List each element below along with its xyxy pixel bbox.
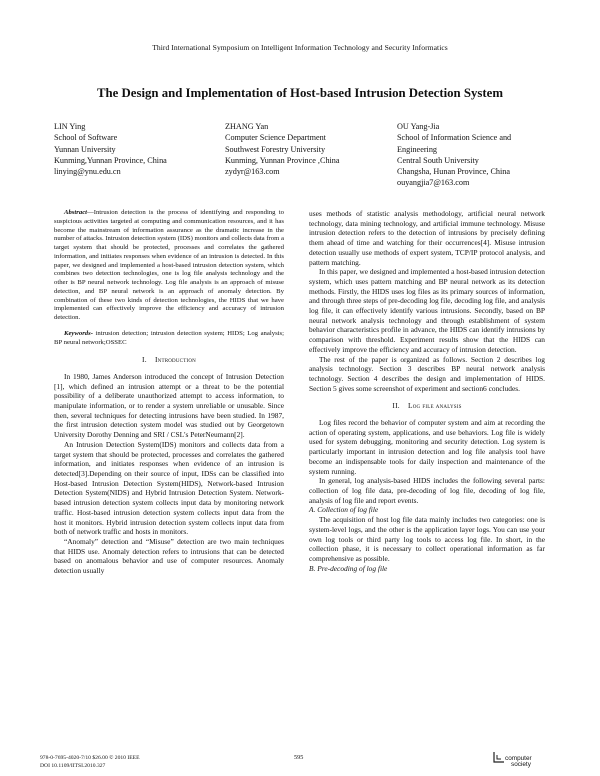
author-affiliation: Yunnan University	[54, 144, 116, 154]
subsection-heading-a: A. Collection of log file	[309, 505, 379, 515]
author-name: ZHANG Yan	[225, 122, 269, 131]
left-column	[54, 209, 284, 576]
section-title: Log file analysis	[407, 401, 462, 411]
author-affiliation: Computer Science Department	[225, 133, 326, 143]
author-affiliation: School of Information Science and	[397, 133, 512, 143]
author-block-3	[397, 121, 511, 189]
logo-text	[505, 756, 532, 769]
intro-paragraph-4: uses methods of statistic analysis methodology, artificial neural network technology, data mining technology, and artificial immune technology. Misuse intrusion detection refers to the detection of intrusions by precisely defining them ahead of time and watching for their occurrences[4]. Misuse intrusion detection usually use methods of expert system, TCP/IP protocol analysis, and pattern matching.	[309, 209, 545, 267]
author-name: OU Yang-Jia	[397, 122, 440, 131]
author-address: Kunming, Yunnan Province ,China	[225, 155, 340, 165]
section-number: II.	[392, 401, 400, 411]
page-number: 595	[294, 754, 304, 761]
subsection-heading-b: B. Pre-decoding of log file	[309, 563, 388, 573]
author-name: LIN Ying	[54, 122, 86, 131]
logo-text-line-1: computer	[505, 755, 532, 762]
paper-title: The Design and Implementation of Host-based Intrusion Detection System	[97, 86, 503, 100]
keywords-text: intrusion detection; intrusion detection system; HIDS; Log analysis; BP neural network;OSSEC	[54, 329, 284, 346]
logo-text-line-2: society	[511, 761, 531, 769]
subsection-a-paragraph: The acquisition of host log file data mainly includes two categories: one is system-level logs, and the other is the application layer logs. You can use your own log tools or third party log tools to access log file. In short, in the collection phase, it is necessary to collect operational information as far comprehensive as possible.	[309, 515, 545, 563]
right-column	[309, 209, 545, 573]
conference-header: Third International Symposium on Intelligent Information Technology and Security Informatics	[152, 43, 448, 52]
logfile-paragraph-2: In general, log analysis-based HIDS includes the following several parts: collection of log file data, pre-decoding of log file, decoding of log file, analysis of log file and report events.	[309, 476, 545, 505]
intro-paragraph-5: In this paper, we designed and implemented a host-based intrusion detection system, which uses pattern matching and BP neural network as its detection methods. Firstly, the HIDS uses log files as its primary sources of information, and through three steps of pre-decoding log file, decoding log file, and analysis log file, it can effectively identify various intrusions. Secondly, based on BP neural network analysis technology and through establishment of system behavior characteristics profile in advance, the HIDS can identify intrusions by comparison with threshold. Experiment results show that the HIDS can effectively improve the efficiency and accuracy of intrusion detection.	[309, 267, 545, 354]
intro-paragraph-6: The rest of the paper is organized as follows. Section 2 describes log analysis technology. Section 3 describes BP neural network analysis technology. Section 4 describes the design and implementation of HIDS. Section 5 gives some screenshot of experiment and section6 concludes.	[309, 354, 545, 393]
abstract	[54, 209, 284, 323]
author-email: zydyr@163.com	[225, 167, 280, 177]
author-block-2	[225, 121, 340, 177]
intro-paragraph-2: An Intrusion Detection System(IDS) monitors and collects data from a target system that should be protected, processes and correlates the gathered information, and initiates responses when evidence of an intrusion is detected[3].Depending on their source of input, IDSs can be classified into Host-based Intrusion Detection System(HIDS), Network-based Intrusion Detection System(NIDS) and Hybrid Intrusion Detection System. Network-based intrusion detection system collects input data by monitoring network traffic. Host-based intrusion detection system collects input data from the host it monitors. Hybrid intrusion detection system collects input data from both of network traffic and hosts in monitors.	[54, 439, 284, 537]
author-affiliation: School of Software	[54, 133, 118, 143]
intro-paragraph-1: In 1980, James Anderson introduced the concept of Intrusion Detection [1], which defined an intrusion attempt or a threat to be the potential possibility of a deliberate unauthorized attempt to access information, to manipulate information, or to render a system unreliable or unusable. Since then, several techniques for detecting intrusions have been studied. In 1987, the first intrusion detection system model was studied out by Georgetown University Dorothy Denning and SRI / CSL's PeterNeumann[2].	[54, 371, 284, 440]
author-block-1	[54, 121, 167, 177]
section-heading-intro	[54, 355, 284, 365]
footer-copyright	[40, 754, 140, 770]
author-affiliation: Engineering	[397, 144, 438, 154]
keywords	[54, 330, 284, 348]
author-email: ouyangjia7@163.com	[397, 178, 470, 188]
author-address: Kunming,Yunnan Province, China	[54, 155, 167, 165]
computer-society-logo-icon	[492, 750, 506, 764]
abstract-text: —Intrusion detection is the process of identifying and responding to suspicious activities targeted at computing and communication resources, and it has become the mainstream of information assurance as the dramatic increase in the number of attacks. Intrusion detection system (IDS) monitors and collects data from a target system that should be protected, processes and correlates the gathered information, and initiates responses when evidence of an intrusion is detected. In this paper, we designed and implemented a host-based intrusion detection system, which combines two detection technologies, one is log file analysis technology and the other is BP neural network technology. Log file analysis is an approach of misuse detection, and BP neural network is an approach of anomaly detection. By combination of these two kinds of detection technologies, the HIDS that we have implemented can effectively improve the efficiency and accuracy of intrusion detection.	[54, 209, 284, 321]
author-affiliation: Central South University	[397, 155, 479, 165]
author-email: linying@ynu.edu.cn	[54, 167, 121, 177]
computer-society-logo	[492, 750, 562, 772]
logfile-paragraph-1: Log files record the behavior of computer system and aim at recording the action of operating system, applications, and use behaviors. Log file is widely used for system debugging, monitoring and security detection. Log system is particularly important in intrusion detection and log file analysis tool have become an indispensable tools for daily inspection and maintenance of the system running.	[309, 418, 545, 476]
author-address: Changsha, Hunan Province, China	[397, 167, 511, 177]
keywords-label: Keywords-	[64, 329, 93, 337]
section-title: Introduction	[154, 355, 196, 365]
section-number: I.	[142, 355, 147, 365]
intro-paragraph-3: “Anomaly” detection and “Misuse” detection are two main techniques that HIDS use. Anomaly detection refers to intrusions that can be detected based on anomalous behavior and use of computer resources. Anomaly detection usually	[54, 536, 284, 576]
footer-isbn: 978-0-7695-4020-7/10 $26.00 © 2010 IEEE	[40, 755, 140, 761]
footer-doi: DOI 10.1109/IITSI.2010.327	[40, 763, 106, 769]
section-heading-logfile	[309, 401, 545, 411]
author-affiliation: Southwest Forestry University	[225, 144, 326, 154]
abstract-label: Abstract	[64, 209, 88, 216]
